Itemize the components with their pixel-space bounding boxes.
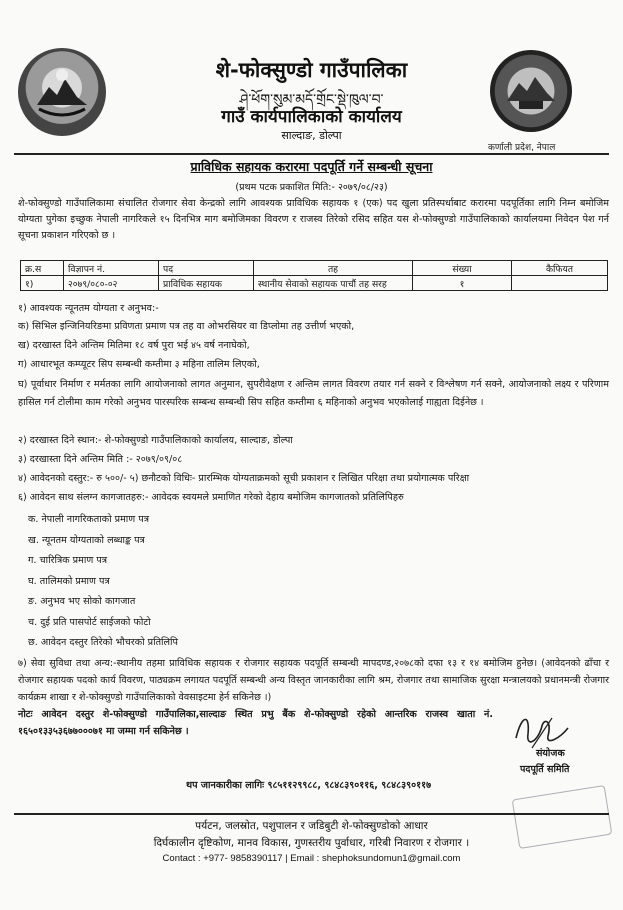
cell-level: स्थानीय सेवाको सहायक पाचौं तह सरह xyxy=(254,276,413,291)
footer-tagline: पर्यटन, जलस्रोत, पशुपालन र जडिबुटी शे-फोक्सुण्डोको आधार xyxy=(195,820,428,832)
cell-post: प्राविधिक सहायक xyxy=(159,276,254,291)
col-ad-number: विज्ञापन नं. xyxy=(64,261,159,276)
province-label: कर्णाली प्रदेश, नेपाल xyxy=(488,143,556,153)
notice-title: प्राविधिक सहायक करारमा पदपूर्ति गर्ने सम्बन्धी सूचना xyxy=(190,159,433,174)
table-header-row xyxy=(21,261,608,276)
publish-date: (प्रथम पटक प्रकाशित मिति:- २०७९/०८/२३) xyxy=(235,182,388,193)
col-count: संख्या xyxy=(413,261,512,276)
document-item: छ. आवेदन दस्तुर तिरेको भौचरको प्रतिलिपि xyxy=(28,637,178,648)
col-serial: क्र.स xyxy=(21,261,64,276)
document-item: ङ. अनुभव भए सोको कागजात xyxy=(28,596,136,607)
qualification-item: ग) आधारभूत कम्प्यूटर सिप सम्बन्धी कम्तीमा ३ महिना तालिम लिएको, xyxy=(18,359,260,370)
document-item: ख. न्यूनतम योग्यताको लब्धाङ्क पत्र xyxy=(28,535,145,546)
cell-remarks xyxy=(512,276,608,291)
qualification-item: क) सिभिल इन्जिनियरिङमा प्रविणता प्रमाण पत्र तह वा ओभरसियर वा डिप्लोमा तह उत्तीर्ण भएको, xyxy=(18,321,355,332)
signatory-role: संयोजक xyxy=(536,748,565,759)
org-name-tibetan: ཤེ་ཕོག་སུམ་མདོ་གྲོང་སྡེ་ཁུལ་བ་ xyxy=(239,92,384,108)
application-place: २) दरखास्त दिने स्थान:- शे-फोक्सुण्डो गाउँपालिकाको कार्यालय, साल्दाङ, डोल्पा xyxy=(18,435,293,446)
document-item: घ. तालिमको प्रमाण पत्र xyxy=(28,576,110,587)
intro-paragraph: शे-फोक्सुण्डो गाउँपालिकामा संचालित रोजगार सेवा केन्द्रको लागि आवश्यक प्राविधिक सहायक १ (एक) पद खुला प्रतिस्पर्धाबाट करारमा पदपूर्तिका लागि निम्न बमोजिम योग्यता पुगेका इच्छुक नेपाली नागरिकले १५ दिनभित्र माग बमोजिमका विवरण र राजस्व तिरेको रसिद सहित यस शे-फोक्सुण्डो गाउँपालिकाको कार्यालयमा निवेदन पेश गर्न सूचना प्रकाशन गरिएको छ । xyxy=(18,198,609,241)
office-location: साल्दाङ, डोल्पा xyxy=(281,129,342,142)
qualification-item-gha: घ) पूर्वाधार निर्माण र मर्मतका लागि आयोजनाको लागत अनुमान, सुपरीवेक्षण र अन्तिम लागत विवरण तयार गर्न सक्ने र विश्लेषण गर्न सक्ने, आयोजनाको लक्ष्य र परिणाम हासिल गर्न टोलीमा काम गरेको अनुभव पारस्परिक सम्बन्ध सम्बन्धी सिप सहित कम्तीमा ६ महिनाको अनुभव भएकोलाई गाह्यता दिईनेछ । xyxy=(18,379,609,408)
contact-numbers: थप जानकारीका लागिः ९८५११२९९८८, ९८४८३९०११६, ९८४८३९०११७ xyxy=(186,780,432,791)
col-level: तह xyxy=(254,261,413,276)
footer-contact: Contact : +977- 9858390117 | Email : shephoksundomun1@gmail.com xyxy=(162,853,461,864)
col-remarks: कैफियत xyxy=(512,261,608,276)
required-documents-heading: ६) आवेदन साथ संलग्न कागजातहरु:- आवेदक स्वयमले प्रमाणित गरेको देहाय बमोजिम कागजातको प्रतिलिपिहरु xyxy=(18,492,404,503)
cell-ad-number: २०७९/०८०-०२ xyxy=(64,276,159,291)
qualification-item: ख) दरखास्त दिने अन्तिम मितिमा १८ वर्ष पुरा भई ४५ वर्ष ननाघेको, xyxy=(18,340,250,351)
document-item: ग. चारित्रिक प्रमाण पत्र xyxy=(28,555,108,566)
qualification-heading: १) आवश्यक न्यूनतम योग्यता र अनुभव:- xyxy=(18,303,159,314)
application-fee-selection: ४) आवेदनको दस्तुर:- रु ५००/- ५) छनौटको विधिः- प्रारम्भिक योग्यताक्रमको सूची प्रकाशन र लिखित परिक्षा तथा प्रयोगात्मक परिक्षा xyxy=(18,473,470,484)
service-facility-paragraph: ७) सेवा सुविधा तथा अन्य:-स्थानीय तहमा प्राविधिक सहायक र रोजगार सहायक पदपूर्ति सम्बन्धी मापदण्ड,२०७८को दफा १३ र १४ बमोजिम हुनेछ। (आवेदनको ढाँचा र रोजगार सहायक पदको कार्य विवरण, पाठ्यक्रम लगायत पदपूर्ति सम्बन्धी अन्य विस्तृत जानकारीका लागि श्रम, रोजगार तथा सामाजिक सुरक्षा मन्त्रालयको प्रधानमन्त्री रोजगार कार्यक्रम शाखा र शे-फोक्सुण्डो गाउँपालिकाको वेवसाइटमा हेर्न सकिनेछ ।) xyxy=(18,658,609,703)
office-name: गाउँ कार्यपालिकाको कार्यालय xyxy=(221,107,402,127)
vacancy-table xyxy=(20,260,608,291)
signatory-committee: पदपूर्ति समिति xyxy=(520,764,570,775)
cell-serial: १) xyxy=(21,276,64,291)
document-item: क. नेपाली नागरिकताको प्रमाण पत्र xyxy=(28,514,150,525)
document-item: च. दुई प्रति पासपोर्ट साईजको फोटो xyxy=(28,617,151,628)
application-deadline: ३) दरखास्ता दिने अन्तिम मिति :- २०७९/०९/०८ xyxy=(18,454,183,465)
org-name: शे-फोक्सुण्डो गाउँपालिका xyxy=(215,58,408,82)
table-row xyxy=(21,276,608,291)
col-post: पद xyxy=(159,261,254,276)
cell-count: १ xyxy=(413,276,512,291)
note-paragraph: नोटः आवेदन दस्तुर शे-फोक्सुण्डो गाउँपालिका,साल्दाङ स्थित प्रभु बैंक शे-फोक्सुण्डो रहेको आन्तरिक राजस्व खाता नं. १६५०१३३५३६७७०००७१ मा जम्मा गर्न सकिनेछ । xyxy=(18,709,493,737)
footer-vision: दिर्घकालीन दृष्टिकोण, मानव विकास, गुणस्तरीय पुर्वाधार, गरिबी निवारण र रोजगार । xyxy=(153,837,470,849)
